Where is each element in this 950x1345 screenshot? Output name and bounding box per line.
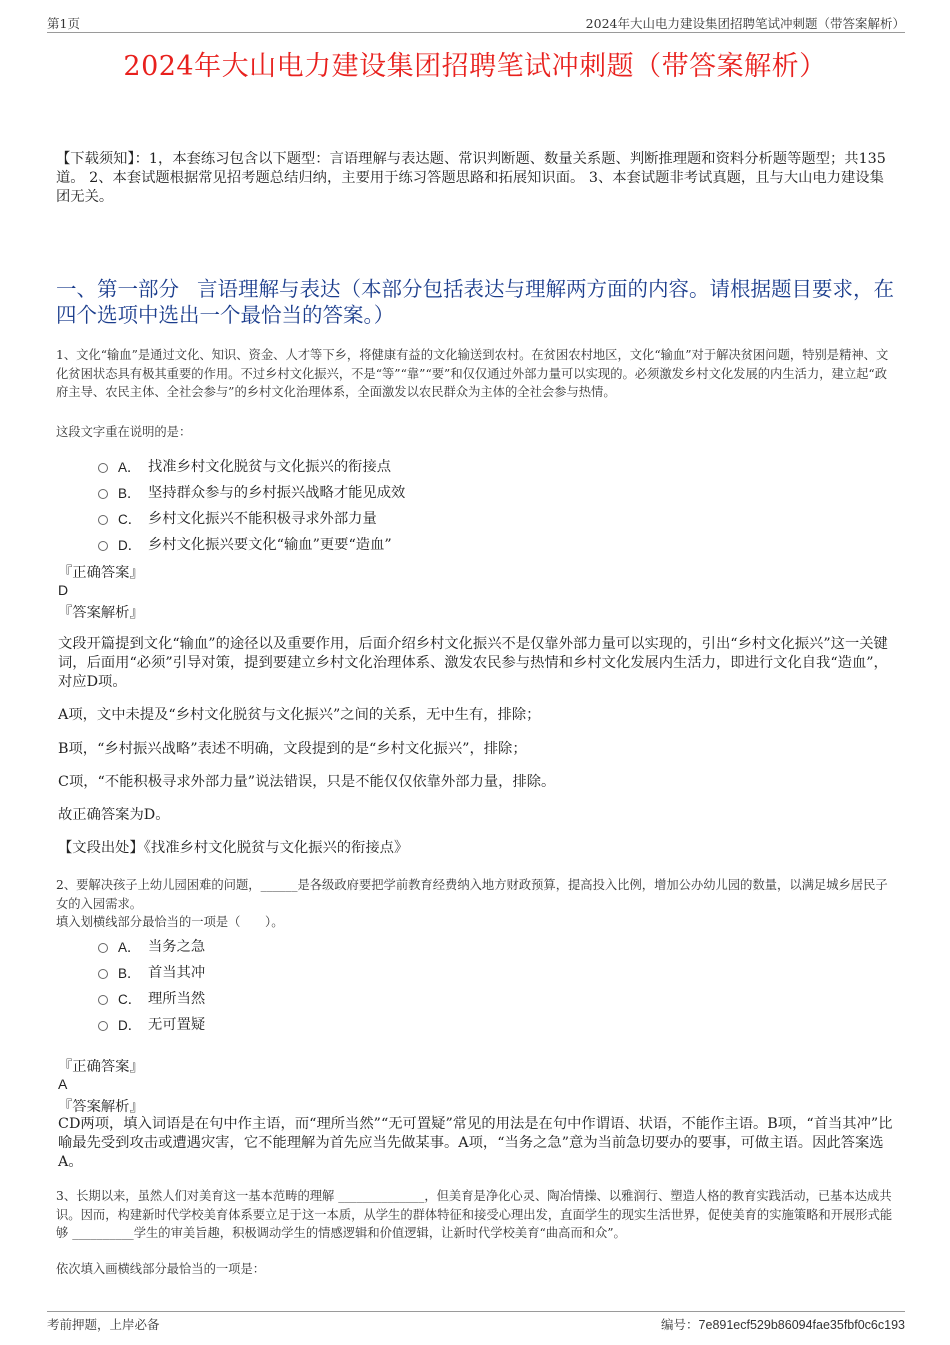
q2-option-c[interactable]: C． 理所当然: [98, 985, 205, 1011]
q2-correct-answer: A: [58, 1076, 68, 1092]
document-title: 2024年大山电力建设集团招聘笔试冲刺题（带答案解析）: [123, 51, 827, 82]
q1-option-a[interactable]: A． 找准乡村文化脱贫与文化振兴的衔接点: [98, 453, 405, 479]
q1-source: 【文段出处】《找准乡村文化脱贫与文化振兴的衔接点》: [58, 840, 409, 856]
q1-correct-answer-label: 『正确答案』: [58, 565, 144, 581]
part1-title-a: 一、第一部分: [56, 277, 179, 301]
radio-icon[interactable]: [98, 541, 108, 551]
q1-analysis-b: B项，“乡村振兴战略”表述不明确，文段提到的是“乡村文化振兴”，排除；: [58, 741, 527, 757]
q2-correct-answer-label: 『正确答案』: [58, 1059, 144, 1075]
page-number: 第1页: [47, 16, 80, 31]
q2-option-d[interactable]: D． 无可置疑: [98, 1011, 205, 1037]
q3-stem: 3、长期以来，虽然人们对美育这一基本范畴的理解 ______________，但美育是净化心灵、陶冶情操、以雅润行、塑造人格的教育实践活动，已基本达成共识。因而，构建新时代学校美育体系要立足于这一本质，从学生的群体特征和接受心理出发，直面学生的现实生活世界，促使美育的实施策略和开展形式能够 __________学生的审美旨趣，积极调动学生的情感逻辑和价值逻辑，让新时代学校美育“曲高而和众”。: [56, 1189, 893, 1240]
radio-icon[interactable]: [98, 995, 108, 1005]
page-footer: [47, 1311, 905, 1334]
footer-slogan: 考前押题，上岸必备: [47, 1317, 160, 1332]
q1-analysis-a: A项，文中未提及“乡村文化脱贫与文化振兴”之间的关系，无中生有，排除；: [58, 707, 541, 723]
q2-option-a[interactable]: A． 当务之急: [98, 933, 205, 959]
q1-question: 这段文字重在说明的是：: [56, 425, 192, 439]
q1-analysis: 文段开篇提到文化“输血”的途径以及重要作用，后面介绍乡村文化振兴不是仅靠外部力量可以实现的，引出“乡村文化振兴”这一关键词，后面用“必须”引导对策，提到要建立乡村文化治理体系、激发农民参与热情和乡村文化发展内生活力，即进行文化自我“造血”，对应D项。: [58, 636, 888, 690]
header-doc-title: 2024年大山电力建设集团招聘笔试冲刺题（带答案解析）: [585, 16, 905, 31]
q1-correct-answer: D: [58, 582, 69, 598]
q1-analysis-c: C项，“不能积极寻求外部力量”说法错误，只是不能仅仅依靠外部力量，排除。: [58, 774, 556, 790]
page-header: [47, 12, 905, 33]
q2-analysis: CD两项，填入词语是在句中作主语，而“理所当然”“无可置疑”常见的用法是在句中作谓语、状语，不能作主语。B项，“首当其冲”比喻最先受到攻击或遭遇灾害，它不能理解为首先应当先做某事。A项，“当务之急”意为当前急切要办的要事，可做主语。因此答案选A。: [58, 1116, 893, 1170]
part1-heading: [56, 276, 896, 328]
radio-icon[interactable]: [98, 943, 108, 953]
q1-option-c[interactable]: C． 乡村文化振兴不能积极寻求外部力量: [98, 505, 405, 531]
radio-icon[interactable]: [98, 969, 108, 979]
radio-icon[interactable]: [98, 489, 108, 499]
q1-stem: 1、文化“输血”是通过文化、知识、资金、人才等下乡，将健康有益的文化输送到农村。在贫困农村地区，文化“输血”对于解决贫困问题，特别是精神、文化贫困状态具有极其重要的作用。不过乡村文化振兴，不是“等”“靠”“要”和仅仅通过外部力量可以实现的。必须激发乡村文化发展的内生活力，建立起“政府主导、农民主体、全社会参与”的乡村文化治理体系，全面激发以农民群众为主体的全社会参与热情。: [56, 348, 889, 399]
q2-option-b[interactable]: B． 首当其冲: [98, 959, 205, 985]
footer-code: [661, 1315, 905, 1333]
q1-option-d[interactable]: D． 乡村文化振兴要文化“输血”更要“造血”: [98, 531, 405, 557]
radio-icon[interactable]: [98, 515, 108, 525]
q1-options: [98, 453, 405, 557]
footer-code-label: 编号：: [661, 1317, 699, 1332]
q1-analysis-label: 『答案解析』: [58, 605, 144, 621]
footer-code-value: 7e891ecf529b86094fae35fbf0c6c193: [698, 1318, 905, 1332]
part1-title-b: 言语理解与表达（本部分包括表达与理解两方面的内容。请根据题目要求，在四个选项中选出一个最恰当的答案。）: [56, 277, 894, 327]
q1-conclusion: 故正确答案为D。: [58, 807, 170, 823]
q2-question: 填入划横线部分最恰当的一项是（ ）。: [56, 915, 284, 929]
radio-icon[interactable]: [98, 1021, 108, 1031]
radio-icon[interactable]: [98, 463, 108, 473]
q2-stem: 2、要解决孩子上幼儿园困难的问题，______是各级政府要把学前教育经费纳入地方财政预算，提高投入比例，增加公办幼儿园的数量，以满足城乡居民子女的入园需求。: [56, 878, 888, 911]
q1-option-b[interactable]: B． 坚持群众参与的乡村振兴战略才能见成效: [98, 479, 405, 505]
q3-question: 依次填入画横线部分最恰当的一项是：: [56, 1262, 266, 1276]
download-notice: 【下载须知】：1，本套练习包含以下题型：言语理解与表达题、常识判断题、数量关系题、判断推理题和资料分析题等题型；共135道。 2、本套试题根据常见招考题总结归纳，主要用于练习答题思路和拓展知识面。 3、本套试题非考试真题，且与大山电力建设集团无关。: [56, 151, 886, 205]
q2-analysis-label: 『答案解析』: [58, 1099, 144, 1115]
q2-options: [98, 933, 205, 1037]
